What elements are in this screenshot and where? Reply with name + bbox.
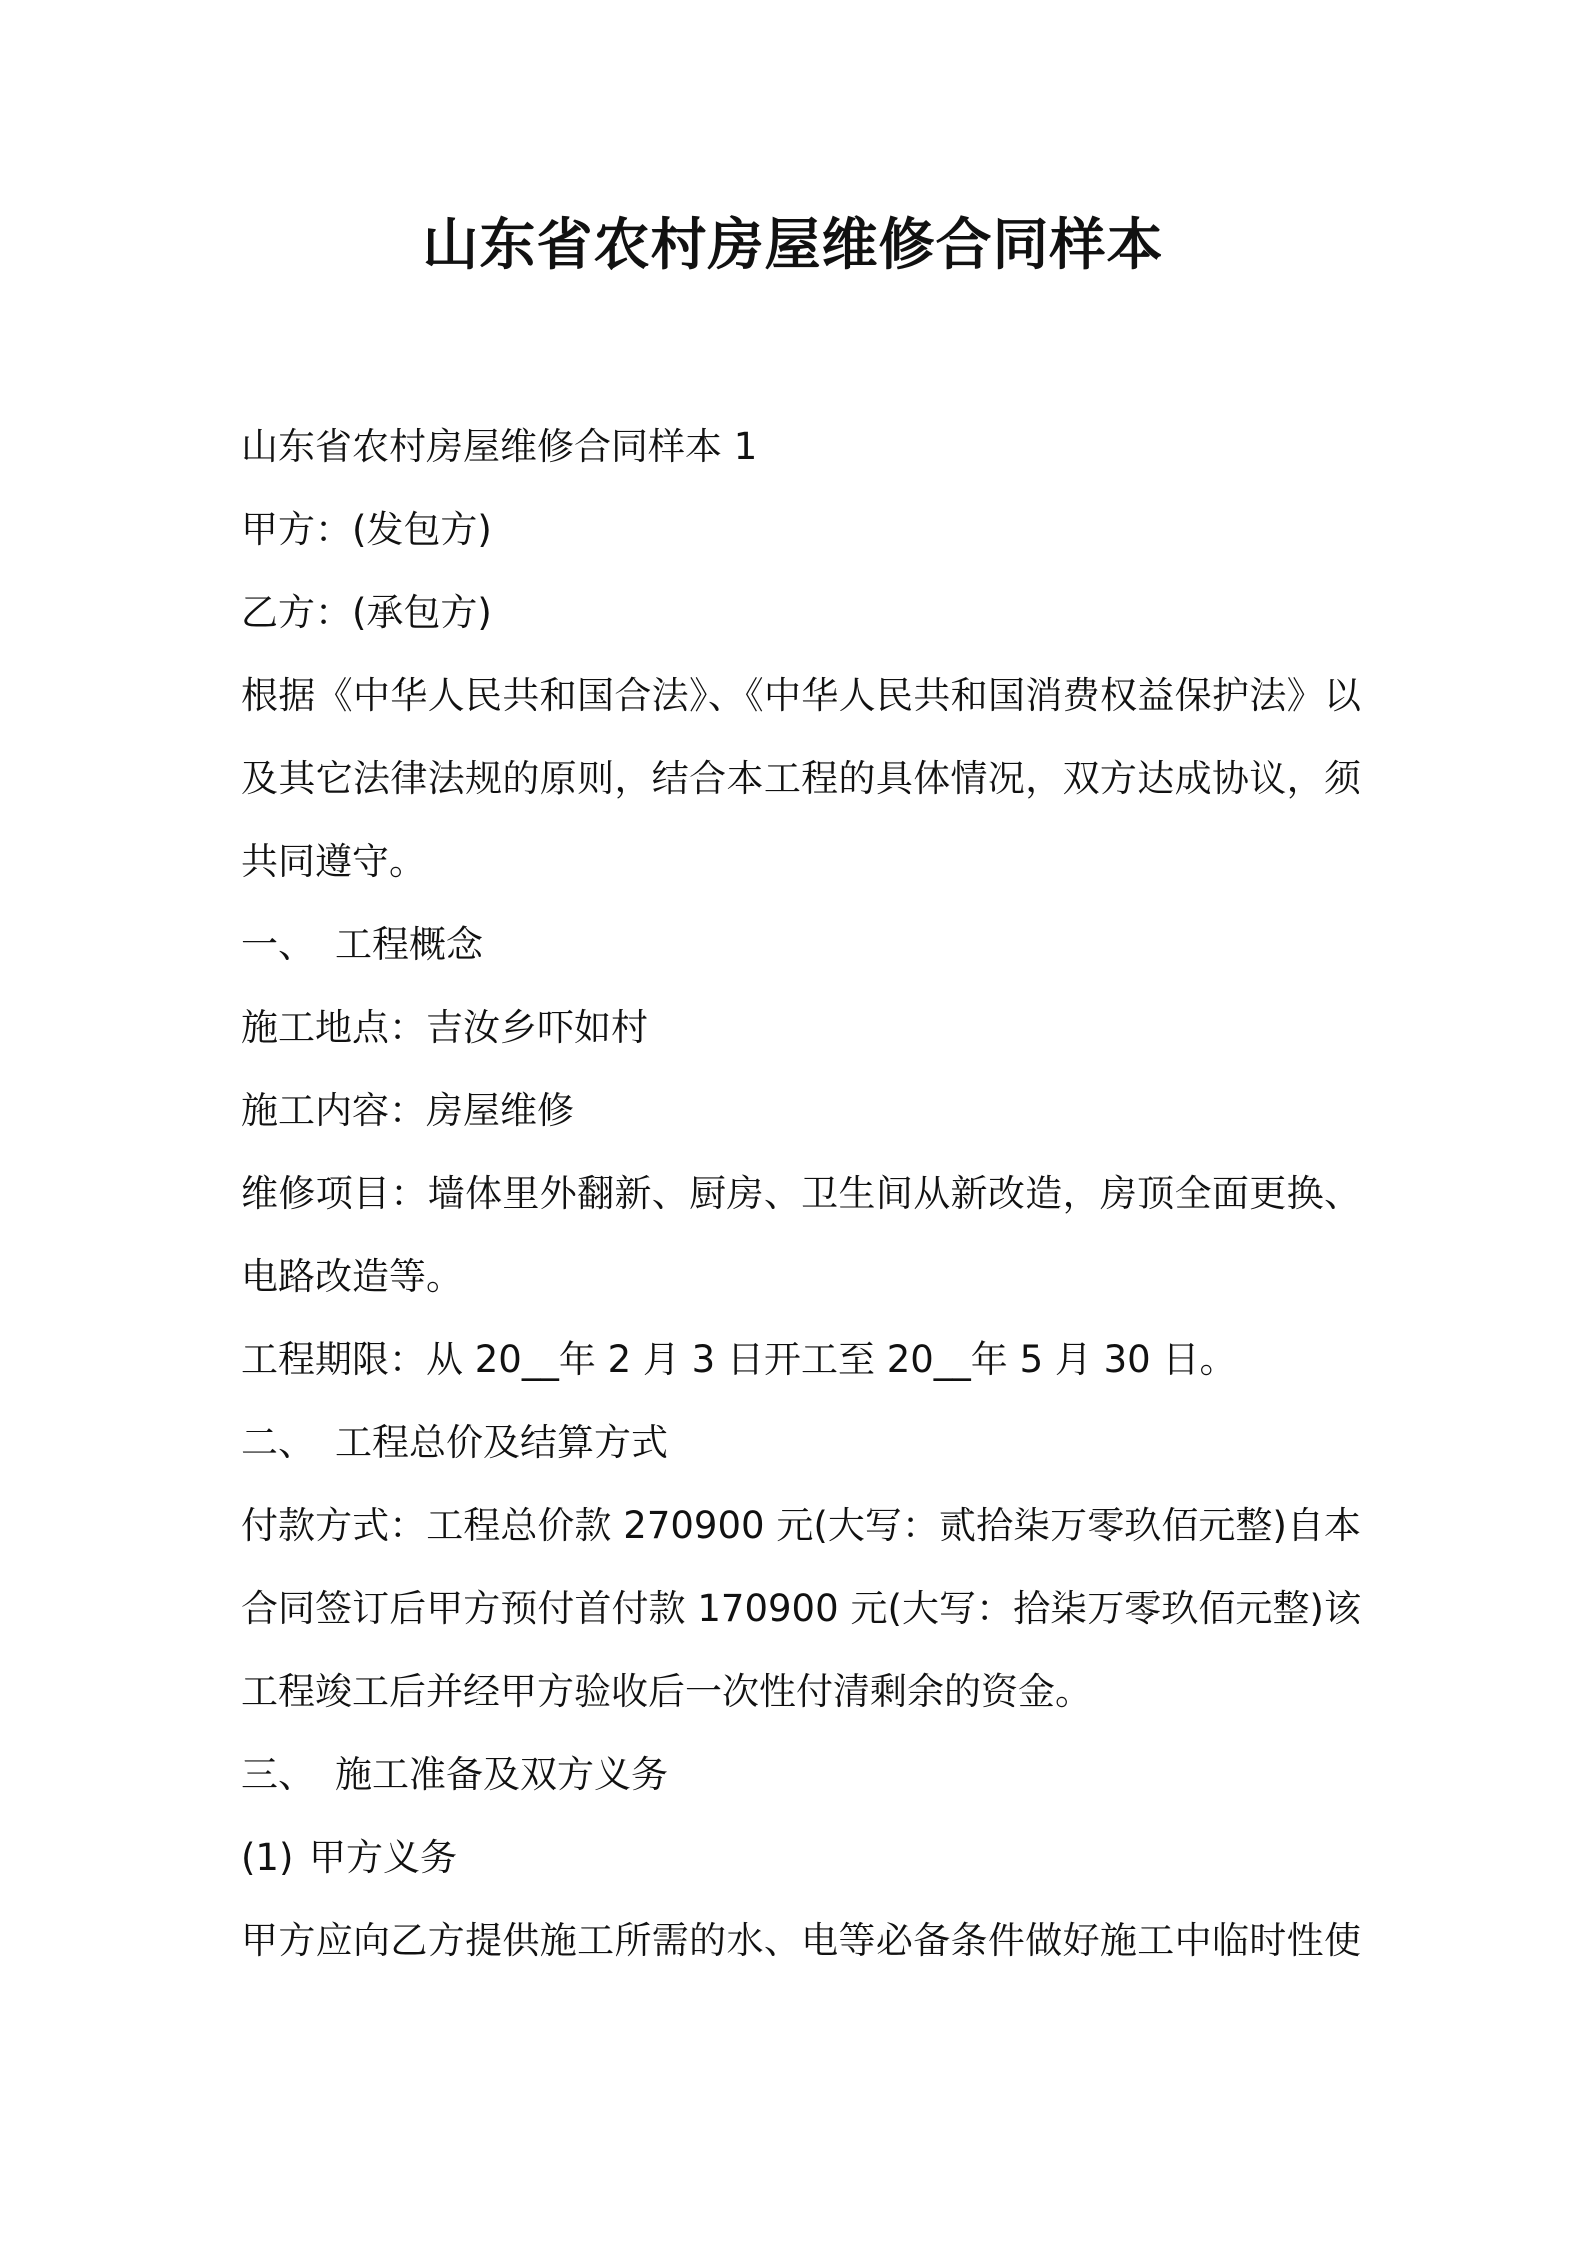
repair-items-line-1: 维修项目：墙体里外翻新、厨房、卫生间从新改造，房顶全面更换、 xyxy=(241,1172,1361,1215)
intro-line-3: 共同遵守。 xyxy=(241,840,426,883)
section-1-heading-line xyxy=(241,903,1361,986)
party-a-obligation-line-1: 甲方应向乙方提供施工所需的水、电等必备条件做好施工中临时性使 xyxy=(241,1919,1361,1962)
subsection-1-heading-line xyxy=(241,1816,1361,1899)
subsection-1-heading: 甲方义务 xyxy=(309,1836,457,1879)
section-3-heading: 施工准备及双方义务 xyxy=(335,1753,668,1796)
intro-line-1: 根据《中华人民共和国合法》、《中华人民共和国消费权益保护法》以 xyxy=(241,674,1361,717)
section-1-number: 一、 xyxy=(241,923,315,966)
subsection-1-number: (1) xyxy=(241,1836,294,1879)
section-1-heading: 工程概念 xyxy=(335,923,483,966)
section-2-heading-line xyxy=(241,1401,1361,1484)
repair-items-line-2: 电路改造等。 xyxy=(241,1255,463,1298)
document-body xyxy=(241,405,1361,1982)
construction-content: 施工内容：房屋维修 xyxy=(241,1089,574,1132)
payment-line-2: 合同签订后甲方预付首付款 170900 元(大写：拾柒万零玖佰元整)该 xyxy=(241,1587,1361,1630)
project-period: 工程期限：从 20__年 2 月 3 日开工至 20__年 5 月 30 日。 xyxy=(241,1338,1237,1381)
section-2-number: 二、 xyxy=(241,1421,315,1464)
section-3-number: 三、 xyxy=(241,1753,315,1796)
document-title: 山东省农村房屋维修合同样本 xyxy=(422,213,1164,278)
section-2-heading: 工程总价及结算方式 xyxy=(335,1421,668,1464)
payment-line-3: 工程竣工后并经甲方验收后一次性付清剩余的资金。 xyxy=(241,1670,1092,1713)
payment-line-1: 付款方式：工程总价款 270900 元(大写：贰拾柒万零玖佰元整)自本 xyxy=(241,1504,1361,1547)
party-b-line: 乙方：(承包方) xyxy=(241,591,492,634)
party-a-line: 甲方：(发包方) xyxy=(241,508,492,551)
construction-location: 施工地点：吉汝乡吓如村 xyxy=(241,1006,648,1049)
intro-line-2: 及其它法律法规的原则，结合本工程的具体情况，双方达成协议，须 xyxy=(241,757,1361,800)
document-subtitle: 山东省农村房屋维修合同样本 1 xyxy=(241,425,758,468)
section-3-heading-line xyxy=(241,1733,1361,1816)
